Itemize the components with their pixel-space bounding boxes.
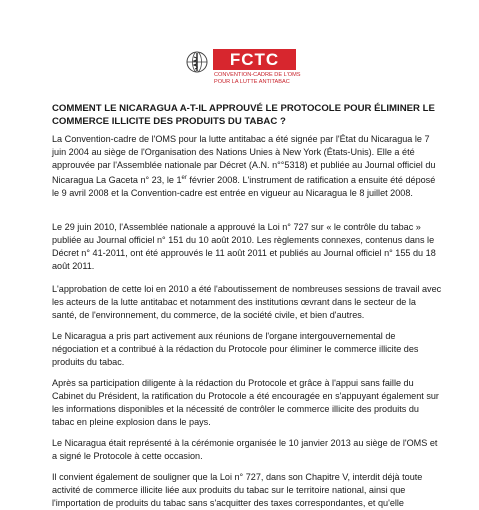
paragraph-3: L'approbation de cette loi en 2010 a été l'aboutissement de nombreuses sessions de travail avec les acteurs de la lutte antitabac et notamment des institutions œvrant dans le secteur de la santé, de l'environnement, du commerce, de la société civile, et bien d'autres.: [52, 284, 442, 320]
fctc-subtitle: CONVENTION-CADRE DE L'OMS POUR LA LUTTE ANTITABAC: [214, 72, 301, 85]
paragraph-4: Le Nicaragua a pris part activement aux réunions de l'organe intergouvernemental de négociation et a contribué à la rédaction du Protocole pour éliminer le commerce illicite des produits du tabac.: [52, 331, 419, 367]
paragraph-2: Le 29 juin 2010, l'Assemblée nationale a approuvé la Loi n° 727 sur « le contrôle du tabac » publiée au Journal officiel n° 151 du 10 août 2010. Les règlements connexes, contenus dans le Décret n° 41-2011, ont été approuvés le 11 août 2011 et publiés au Journal officiel n° 155 du 18 août 2011.: [52, 222, 436, 271]
page-title: COMMENT LE NICARAGUA A-T-IL APPROUVÉ LE PROTOCOLE POUR ÉLIMINER LE COMMERCE ILLICITE DES PRODUITS DU TABAC ?: [52, 103, 435, 127]
paragraph-5: Après sa participation diligente à la rédaction du Protocole et grâce à l'appui sans faille du Cabinet du Président, la ratification du Protocole a été encouragée en s'appuyant également sur les informations disponibles et la nécessité de contrôler le commerce illicite des produits du tabac en pleine explosion dans le pays.: [52, 378, 439, 427]
paragraph-7: Il convient également de souligner que la Loi n° 727, dans son Chapitre V, interdit déjà toute activité de commerce illicite liée aux produits du tabac sur le territoire national, ainsi que l'importation de produits du tabac sans s'acquitter des taxes correspondantes, et qu'elle: [52, 472, 423, 508]
paragraph-6: Le Nicaragua était représenté à la cérémonie organisée le 10 janvier 2013 au siège de l'OMS et a signé le Protocole à cette occasion.: [52, 438, 438, 461]
who-emblem-icon: [186, 51, 208, 73]
paragraph: [52, 133, 442, 200]
paragraph-1: La Convention-cadre de l'OMS pour la lutte antitabac a été signée par l'État du Nicaragua le 7 juin 2004 au siège de l'Organisation des Nations Unies à New York (États-Unis). Elle a été approuvée par l'Assemblée nationale par Décret (A.N. n°°5318) et publiée au Journal officiel du Nicaragua La Gaceta n° 23, le 1er février 2008. L'instrument de ratification a ensuite été déposé le 9 avril 2008 et la Convention-cadre est entrée en vigueur au Nicaragua le 8 juillet 2008.: [52, 134, 436, 199]
fctc-wordmark: FCTC: [213, 49, 296, 70]
